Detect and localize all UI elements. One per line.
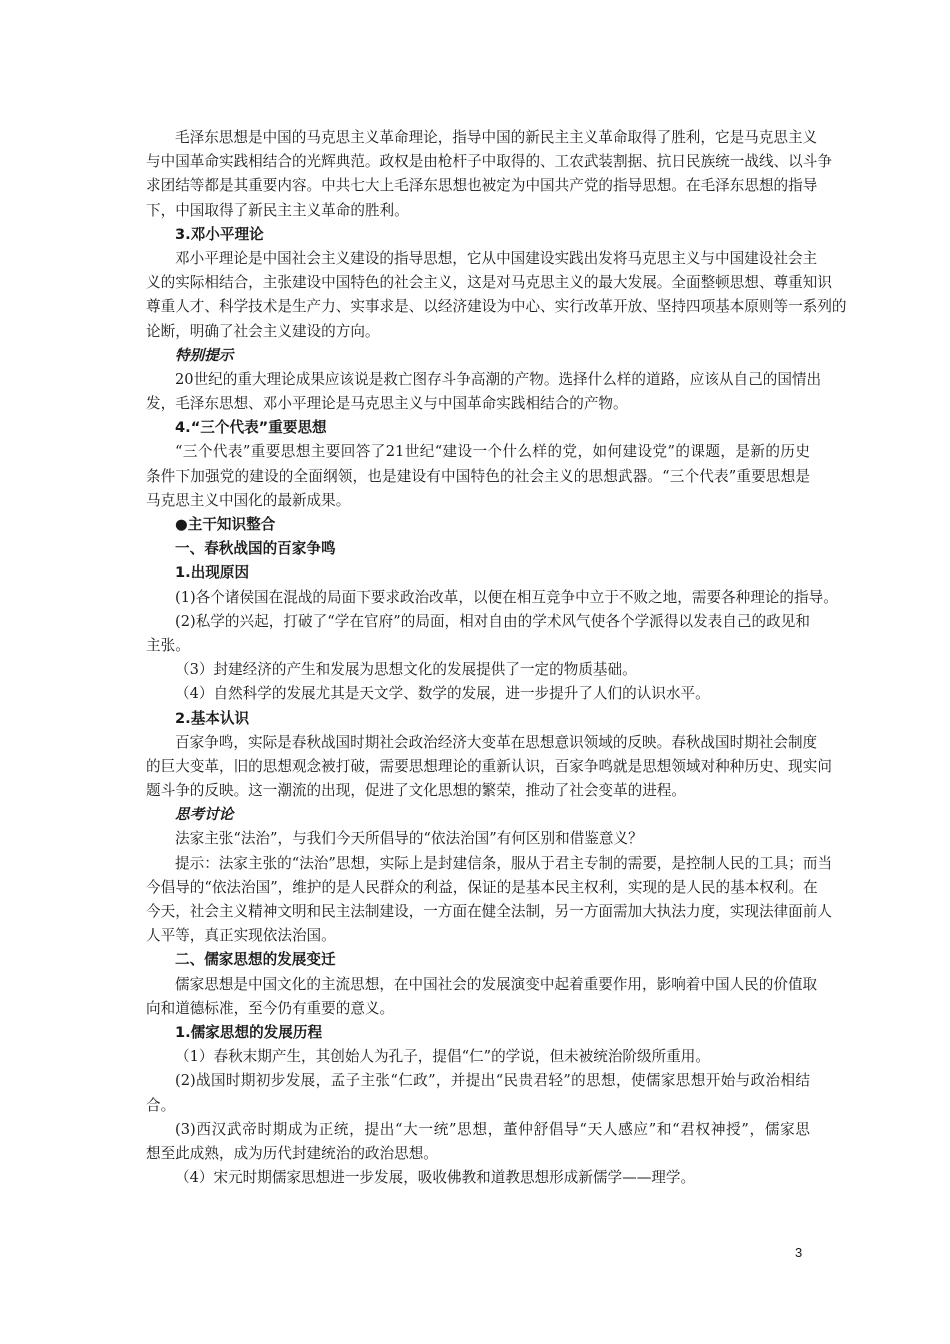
paragraph-line: 马克思主义中国化的最新成果。 [146,491,351,509]
paragraph-line: 尊重人才、科学技术是生产力、实事求是、以经济建设为中心、实行改革开放、坚持四项基本原则等一系列的 [146,298,847,316]
list-item-continuation: 主张。 [146,636,190,654]
section-heading: 3.邓小平理论 [175,225,264,243]
list-item: (3)西汉武帝时期成为正统，提出“大一统”思想，董仲舒倡导“天人感应”和“君权神授”，儒家思 [175,1120,810,1138]
paragraph-line: 向和道德标准，至今仍有重要的意义。 [146,999,395,1017]
list-item: (2)战国时期初步发展，孟子主张“仁政”，并提出“民贵君轻”的思想，使儒家思想开始与政治相结 [175,1072,810,1090]
list-item: (1)各个诸侯国在混战的局面下要求政治改革，以便在相互竞争中立于不败之地，需要各种理论的指导。 [175,588,838,606]
paragraph-line: 论断，明确了社会主义建设的方向。 [146,322,380,340]
paragraph-line: 与中国革命实践相结合的光辉典范。政权是由枪杆子中取得的、工农武装割据、抗日民族统一战线、以斗争 [146,153,832,171]
paragraph-line: 今倡导的“依法治国”，维护的是人民群众的利益，保证的是基本民主权利，实现的是人民的基本权利。在 [146,878,818,896]
subsection-heading: 1.儒家思想的发展历程 [175,1023,323,1041]
paragraph-line: 儒家思想是中国文化的主流思想，在中国社会的发展演变中起着重要作用，影响着中国人民的价值取 [175,975,818,993]
page-number: 3 [795,1245,803,1260]
paragraph-line: 求团结等都是其重要内容。中共七大上毛泽东思想也被定为中国共产党的指导思想。在毛泽东思想的指导 [146,177,818,195]
page-content [146,126,847,1190]
paragraph-line: 的巨大变革，旧的思想观念被打破，需要思想理论的重新认识，百家争鸣就是思想领域对种种历史、现实问 [146,757,832,775]
list-item: （4）宋元时期儒家思想进一步发展，吸收佛教和道教思想形成新儒学——理学。 [175,1169,696,1187]
paragraph-line: 邓小平理论是中国社会主义建设的指导思想，它从中国建设实践出发将马克思主义与中国建设社会主 [175,249,818,267]
note-heading: 特别提示 [175,346,234,364]
paragraph-line: 下，中国取得了新民主主义革命的胜利。 [146,201,409,219]
note-heading: 思考讨论 [175,806,234,824]
list-item: (2)私学的兴起，打破了“学在官府”的局面，相对自由的学术风气使各个学派得以发表自己的政见和 [175,612,810,630]
list-item: （3）封建经济的产生和发展为思想文化的发展提供了一定的物质基础。 [175,661,637,679]
paragraph-line: 毛泽东思想是中国的马克思主义革命理论，指导中国的新民主主义革命取得了胜利，它是马克思主义 [175,129,818,146]
paragraph-line: 义的实际相结合，主张建设中国特色的社会主义，这是对马克思主义的最大发展。全面整顿思想、尊重知识 [146,274,832,292]
list-item: （4）自然科学的发展尤其是天文学、数学的发展，进一步提升了人们的认识水平。 [175,685,710,703]
main-heading: ●主干知识整合 [175,516,276,533]
list-item: （1）春秋末期产生，其创始人为孔子，提倡“仁”的学说，但未被统治阶级所重用。 [175,1048,710,1066]
paragraph-line: 百家争鸣，实际是春秋战国时期社会政治经济大变革在思想意识领域的反映。春秋战国时期社会制度 [175,733,818,751]
paragraph-line: 题斗争的反映。这一潮流的出现，促进了文化思想的繁荣，推动了社会变革的进程。 [146,782,686,800]
paragraph-line: 今天，社会主义精神文明和民主法制建设，一方面在健全法制，另一方面需加大执法力度，实现法律面前人 [146,903,832,920]
subsection-heading: 1.出现原因 [175,564,250,582]
paragraph-line: 20世纪的重大理论成果应该说是救亡图存斗争高潮的产物。选择什么样的道路，应该从自己的国情出 [175,370,822,388]
section-heading: 一、春秋战国的百家争鸣 [175,540,336,558]
paragraph-line: “三个代表”重要思想主要回答了21世纪“建设一个什么样的党，如何建设党”的课题，是新的历史 [175,443,810,461]
paragraph-line: 发，毛泽东思想、邓小平理论是马克思主义与中国革命实践相结合的产物。 [146,395,628,413]
paragraph-line: 人平等，真正实现依法治国。 [146,927,336,945]
section-heading: 二、儒家思想的发展变迁 [175,951,336,969]
paragraph-line: 条件下加强党的建设的全面纲领，也是建设有中国特色的社会主义的思想武器。“三个代表”重要思想是 [146,467,810,485]
paragraph-line: 提示：法家主张的“法治”思想，实际上是封建信条，服从于君主专制的需要，是控制人民的工具；而当 [175,854,833,872]
list-item-continuation: 合。 [146,1096,176,1114]
discussion-question: 法家主张“法治”，与我们今天所倡导的“依法治国”有何区别和借鉴意义？ [175,830,643,848]
list-item-continuation: 想至此成熟，成为历代封建统治的政治思想。 [146,1144,438,1162]
subsection-heading: 2.基本认识 [175,709,250,727]
section-heading: 4.“三个代表”重要思想 [175,419,327,437]
